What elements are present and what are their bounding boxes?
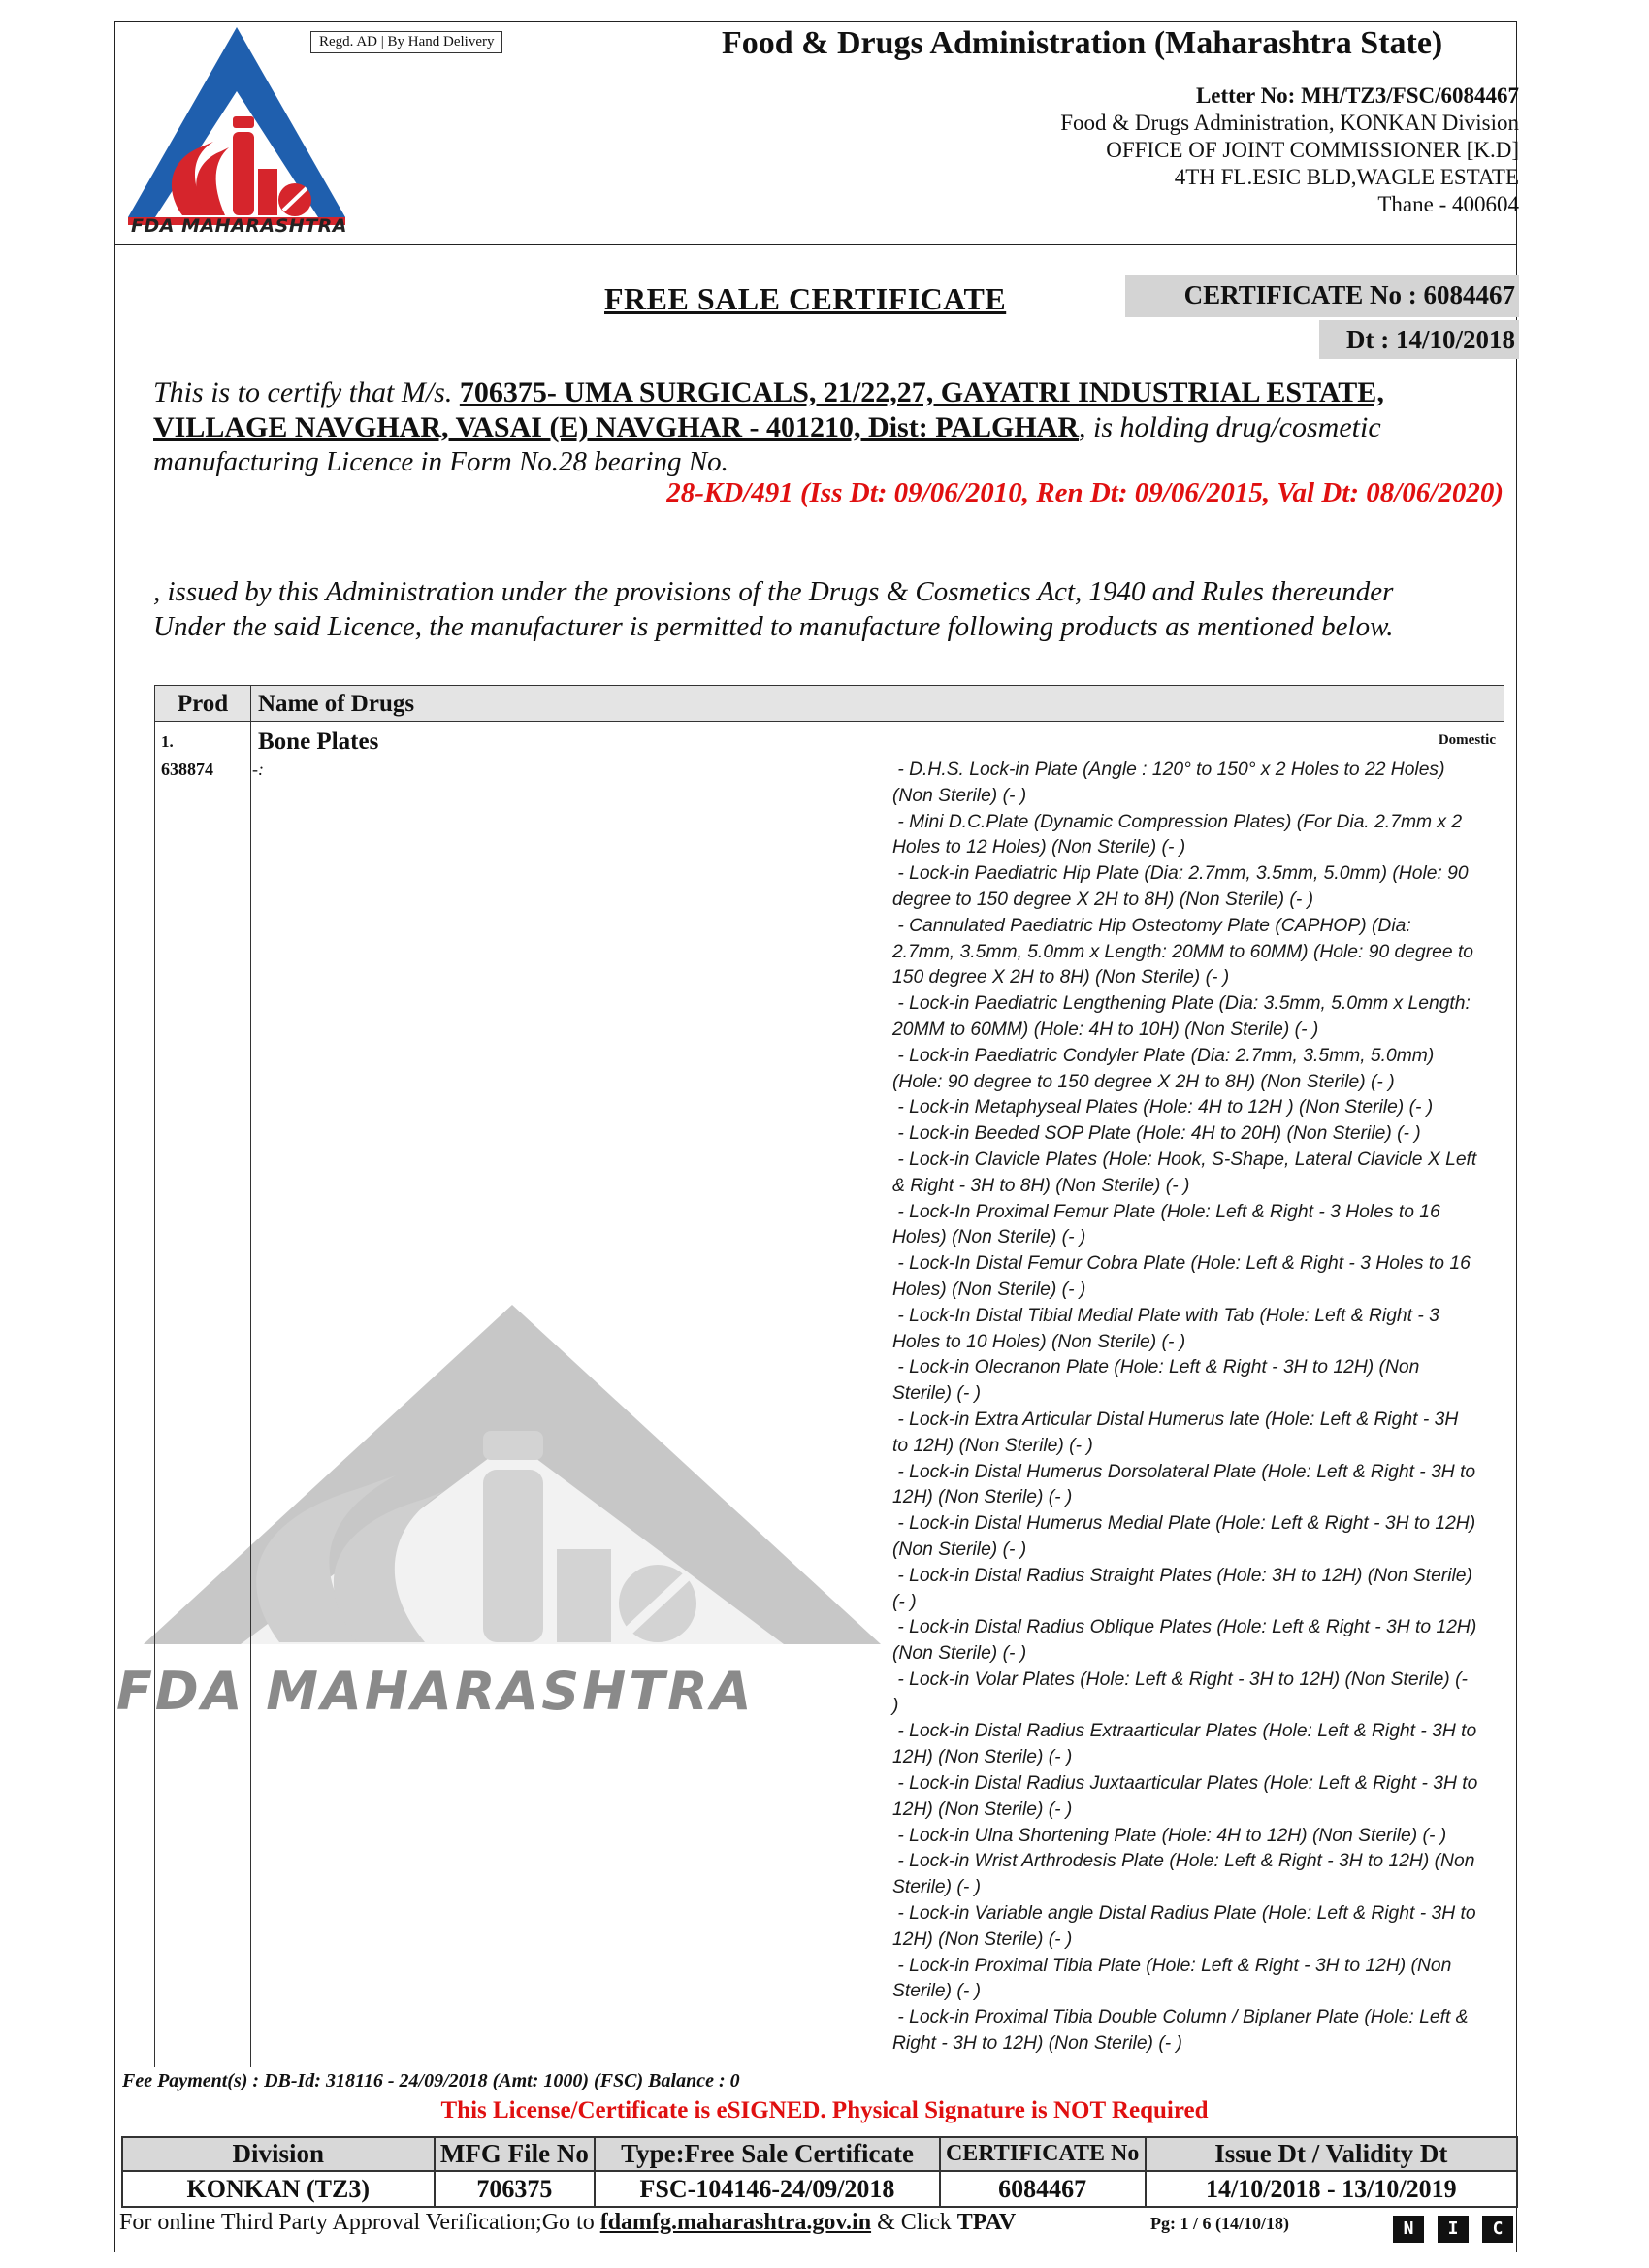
drug-line: - Cannulated Paediatric Hip Osteotomy Plate (CAPHOP) (Dia: bbox=[892, 915, 1411, 936]
summary-value: 706375 bbox=[435, 2171, 596, 2207]
address-line: 4TH FL.ESIC BLD,WAGLE ESTATE bbox=[1174, 165, 1519, 189]
summary-value: FSC-104146-24/09/2018 bbox=[595, 2171, 939, 2207]
product-category: Bone Plates bbox=[258, 729, 379, 755]
drug-line: - Lock-in Distal Radius Straight Plates (Hole: 3H to 12H) (Non Sterile) bbox=[892, 1565, 1472, 1586]
drug-line: (Non Sterile) (- ) bbox=[892, 1539, 1027, 1560]
regd-label: Regd. AD | By Hand Delivery bbox=[310, 31, 502, 53]
drug-line: - Lock-In Distal Tibial Medial Plate with Tab (Hole: Left & Right - 3 bbox=[892, 1305, 1439, 1326]
verification-link[interactable]: fdamfg.maharashtra.gov.in bbox=[599, 2210, 872, 2235]
drug-line: Holes) (Non Sterile) (- ) bbox=[892, 1227, 1086, 1248]
esign-notice: This License/Certificate is eSIGNED. Physical Signature is NOT Required bbox=[440, 2097, 1209, 2123]
licence-number: 28-KD/491 (Iss Dt: 09/06/2010, Ren Dt: 09/06/2015, Val Dt: 08/06/2020) bbox=[666, 477, 1504, 508]
drug-line: - Lock-in Paediatric Condyler Plate (Dia: 2.7mm, 3.5mm, 5.0mm) bbox=[892, 1045, 1435, 1066]
drug-line: Sterile) (- ) bbox=[892, 1383, 982, 1405]
watermark-text: FDA MAHARASHTRA bbox=[116, 1661, 755, 1722]
drug-line: Holes to 10 Holes) (Non Sterile) (- ) bbox=[892, 1331, 1186, 1352]
drug-line: - D.H.S. Lock-in Plate (Angle : 120° to 150° x 2 Holes to 22 Holes) bbox=[892, 760, 1445, 780]
body-line-1: This is to certify that M/s. 706375- UMA SURGICALS, 21/22,27, GAYATRI INDUSTRIAL ESTATE, bbox=[153, 376, 1384, 408]
table-header bbox=[155, 686, 1504, 722]
drug-line: 12H) (Non Sterile) (- ) bbox=[892, 1928, 1073, 1950]
drug-line: Sterile) (- ) bbox=[892, 1877, 982, 1898]
drug-line: (Non Sterile) (- ) bbox=[892, 785, 1027, 806]
company-address: VILLAGE NAVGHAR, VASAI (E) NAVGHAR - 401210, Dist: PALGHAR bbox=[153, 411, 1079, 443]
drug-line: - Lock-in Olecranon Plate (Hole: Left & Right - 3H to 12H) (Non bbox=[892, 1357, 1420, 1378]
drug-line: & Right - 3H to 8H) (Non Sterile) (- ) bbox=[892, 1175, 1190, 1196]
drugs-table bbox=[154, 685, 1504, 2067]
certificate-date: Dt : 14/10/2018 bbox=[1319, 320, 1519, 359]
prod-code: 638874 bbox=[161, 760, 213, 779]
row-separator: -: bbox=[252, 760, 264, 779]
address-line: Thane - 400604 bbox=[1377, 192, 1519, 216]
column-divider bbox=[250, 721, 251, 2067]
body-line-4: , issued by this Administration under the provisions of the Drugs & Cosmetics Act, 1940 and Rules thereunder bbox=[153, 576, 1394, 607]
drug-line: - Lock-in Extra Articular Distal Humerus late (Hole: Left & Right - 3H bbox=[892, 1409, 1459, 1430]
drug-line: Right - 3H to 12H) (Non Sterile) (- ) bbox=[892, 2033, 1182, 2055]
drug-line: Holes) (Non Sterile) (- ) bbox=[892, 1279, 1086, 1300]
drug-line: - Lock-in Distal Radius Extraarticular Plates (Hole: Left & Right - 3H to bbox=[892, 1721, 1477, 1742]
summary-header: Type:Free Sale Certificate bbox=[595, 2137, 939, 2171]
drug-line: - Lock-in Distal Humerus Medial Plate (Hole: Left & Right - 3H to 12H) bbox=[892, 1513, 1476, 1535]
row-number: 1. bbox=[161, 732, 174, 751]
body-line-5: Under the said Licence, the manufacturer is permitted to manufacture following products as mentioned below. bbox=[153, 611, 1394, 642]
page-info: Pg: 1 / 6 (14/10/18) bbox=[1150, 2214, 1289, 2233]
drug-line: 20MM to 60MM) (Hole: 4H to 10H) (Non Sterile) (- ) bbox=[892, 1019, 1319, 1040]
drug-line: Holes to 12 Holes) (Non Sterile) (- ) bbox=[892, 837, 1186, 859]
drug-line: Sterile) (- ) bbox=[892, 1981, 982, 2002]
drug-line: - Lock-in Ulna Shortening Plate (Hole: 4H to 12H) (Non Sterile) (- ) bbox=[892, 1825, 1447, 1846]
drug-line: - Mini D.C.Plate (Dynamic Compression Plates) (For Dia. 2.7mm x 2 bbox=[892, 811, 1463, 832]
drug-line: - Lock-in Distal Radius Oblique Plates (Hole: Left & Right - 3H to 12H) bbox=[892, 1617, 1477, 1638]
company-name: 706375- UMA SURGICALS, 21/22,27, GAYATRI INDUSTRIAL ESTATE, bbox=[459, 376, 1384, 408]
drug-line: - Lock-in Metaphyseal Plates (Hole: 4H to 12H ) (Non Sterile) (- ) bbox=[892, 1097, 1434, 1118]
letter-number: Letter No: MH/TZ3/FSC/6084467 bbox=[1195, 83, 1519, 108]
logo-caption: FDA MAHARASHTRA bbox=[131, 215, 348, 237]
address-line: Food & Drugs Administration, KONKAN Division bbox=[1060, 111, 1519, 135]
drug-line: - Lock-in Paediatric Lengthening Plate (Dia: 3.5mm, 5.0mm x Length: bbox=[892, 993, 1471, 1015]
summary-value: 6084467 bbox=[940, 2171, 1146, 2207]
address-line: OFFICE OF JOINT COMMISSIONER [K.D] bbox=[1106, 138, 1519, 162]
drug-line: - Lock-In Proximal Femur Plate (Hole: Left & Right - 3 Holes to 16 bbox=[892, 1201, 1440, 1222]
tpav-label: TPAV bbox=[956, 2210, 1017, 2235]
page-title: Food & Drugs Administration (Maharashtra State) bbox=[722, 25, 1443, 61]
drug-line: 12H) (Non Sterile) (- ) bbox=[892, 1798, 1073, 1820]
column-header-name: Name of Drugs bbox=[258, 691, 415, 717]
drug-line: - Lock-in Distal Humerus Dorsolateral Plate (Hole: Left & Right - 3H to bbox=[892, 1461, 1476, 1482]
drug-list bbox=[892, 758, 1504, 2057]
drug-line: - Lock-In Distal Femur Cobra Plate (Hole: Left & Right - 3 Holes to 16 bbox=[892, 1253, 1471, 1275]
drug-line: 12H) (Non Sterile) (- ) bbox=[892, 1487, 1073, 1508]
drug-line: - Lock-in Volar Plates (Hole: Left & Right - 3H to 12H) (Non Sterile) (- bbox=[892, 1669, 1468, 1690]
certificate-number: CERTIFICATE No : 6084467 bbox=[1125, 275, 1519, 317]
drug-line: degree to 150 degree X 2H to 8H) (Non Sterile) (- ) bbox=[892, 889, 1314, 910]
summary-value: 14/10/2018 - 13/10/2019 bbox=[1146, 2171, 1517, 2207]
summary-value: KONKAN (TZ3) bbox=[122, 2171, 435, 2207]
drug-line: 12H) (Non Sterile) (- ) bbox=[892, 1747, 1073, 1768]
drug-line: - Lock-in Proximal Tibia Double Column / Biplaner Plate (Hole: Left & bbox=[892, 2007, 1469, 2028]
summary-header: Issue Dt / Validity Dt bbox=[1146, 2137, 1517, 2171]
drug-line: - Lock-in Clavicle Plates (Hole: Hook, S-Shape, Lateral Clavicle X Left bbox=[892, 1149, 1477, 1170]
nic-logo-i: I bbox=[1438, 2216, 1469, 2243]
summary-header: Division bbox=[122, 2137, 435, 2171]
drug-line: - Lock-in Beeded SOP Plate (Hole: 4H to 20H) (Non Sterile) (- ) bbox=[892, 1123, 1421, 1145]
summary-table bbox=[121, 2136, 1518, 2208]
drug-line: - Lock-in Distal Radius Juxtaarticular Plates (Hole: Left & Right - 3H to bbox=[892, 1773, 1478, 1795]
drug-line: (Non Sterile) (- ) bbox=[892, 1643, 1027, 1665]
nic-logo-c: C bbox=[1482, 2216, 1513, 2243]
nic-logo-n: N bbox=[1393, 2216, 1424, 2243]
summary-header: CERTIFICATE No bbox=[940, 2137, 1146, 2171]
drug-line: 2.7mm, 3.5mm, 5.0mm x Length: 20MM to 60MM) (Hole: 90 degree to bbox=[892, 941, 1474, 962]
drug-line: - Lock-in Wrist Arthrodesis Plate (Hole: Left & Right - 3H to 12H) (Non bbox=[892, 1851, 1475, 1872]
summary-header: MFG File No bbox=[435, 2137, 596, 2171]
fee-payment: Fee Payment(s) : DB-Id: 318116 - 24/09/2018 (Amt: 1000) (FSC) Balance : 0 bbox=[122, 2070, 740, 2091]
verification-note: For online Third Party Approval Verification;Go to fdamfg.maharashtra.gov.in & Click TPAV bbox=[119, 2210, 1017, 2235]
drug-line: ) bbox=[892, 1695, 899, 1716]
column-header-prod: Prod bbox=[155, 686, 251, 721]
drug-line: (Hole: 90 degree to 150 degree X 2H to 8H) (Non Sterile) (- ) bbox=[892, 1071, 1395, 1092]
fda-logo-icon bbox=[124, 23, 349, 242]
header-divider bbox=[114, 244, 1517, 245]
body-line-2: VILLAGE NAVGHAR, VASAI (E) NAVGHAR - 401210, Dist: PALGHAR, is holding drug/cosmetic bbox=[153, 411, 1381, 443]
certificate-heading: FREE SALE CERTIFICATE bbox=[604, 281, 1007, 316]
drug-line: - Lock-in Proximal Tibia Plate (Hole: Left & Right - 3H to 12H) (Non bbox=[892, 1955, 1452, 1976]
drug-line: - Lock-in Paediatric Hip Plate (Dia: 2.7mm, 3.5mm, 5.0mm) (Hole: 90 bbox=[892, 863, 1469, 885]
market-label: Domestic bbox=[1438, 732, 1496, 748]
body-line-3: manufacturing Licence in Form No.28 bearing No. bbox=[153, 446, 728, 477]
drug-line: 150 degree X 2H to 8H) (Non Sterile) (- ) bbox=[892, 967, 1230, 988]
drug-line: (- ) bbox=[892, 1591, 917, 1612]
drug-line: - Lock-in Variable angle Distal Radius Plate (Hole: Left & Right - 3H to bbox=[892, 1903, 1476, 1925]
drug-line: to 12H) (Non Sterile) (- ) bbox=[892, 1435, 1093, 1456]
